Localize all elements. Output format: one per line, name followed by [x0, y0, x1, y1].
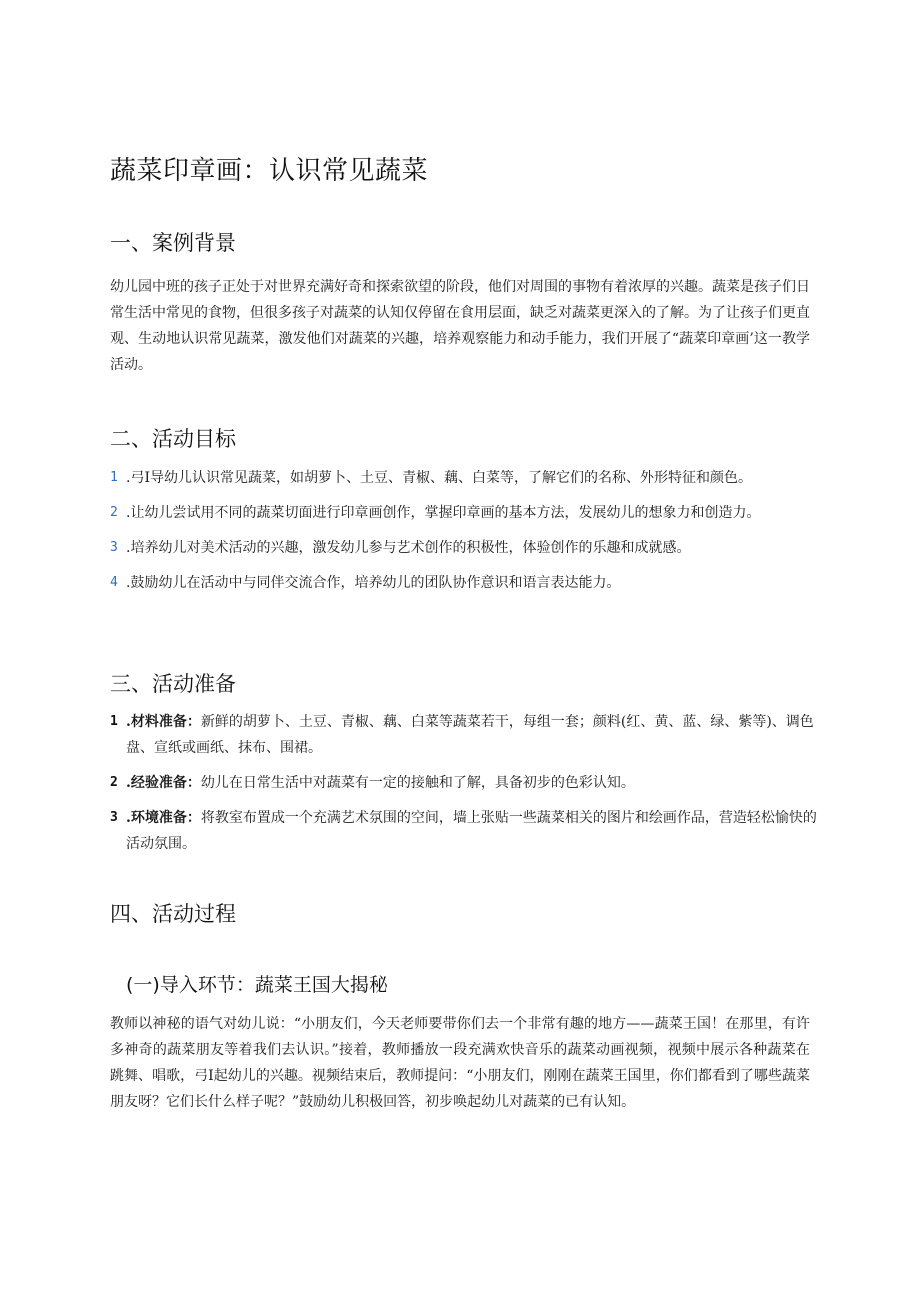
intro-paragraph: 教师以神秘的语气对幼儿说：“小朋友们，今天老师要带你们去一个非常有趣的地方——蔬菜王国！在那里，有许多神奇的蔬菜朋友等着我们去认识。”接着，教师播放一段充满欢快音乐的蔬菜动画视频，视频中展示各种蔬菜在跳舞、唱歌，弓I起幼儿的兴趣。视频结束后，教师提问：“小朋友们，刚刚在蔬菜王国里，你们都看到了哪些蔬菜朋友呀？它们长什么样子呢？”鼓励幼儿积极回答，初步唤起幼儿对蔬菜的已有认知。	[110, 1016, 810, 1110]
list-text: .鼓励幼儿在活动中与同伴交流合作，培养幼儿的团队协作意识和语言表达能力。	[126, 575, 621, 591]
list-text: .让幼儿尝试用不同的蔬菜切面进行印章画创作，掌握印章画的基本方法，发展幼儿的想象力和创造力。	[126, 505, 761, 521]
section-heading-background: 一、案例背景	[110, 231, 236, 255]
goals-list	[110, 465, 822, 605]
section-heading-preparation: 三、活动准备	[110, 672, 236, 696]
list-item	[110, 709, 822, 761]
list-text: 幼儿在日常生活中对蔬菜有一定的接触和了解，具备初步的色彩认知。	[200, 775, 635, 791]
list-text: .弓I导幼儿认识常见蔬菜，如胡萝卜、土豆、青椒、藕、白菜等，了解它们的名称、外形特征和颜色。	[126, 470, 752, 486]
list-label: .环境准备：	[126, 810, 201, 826]
subsection-heading-intro: (一)导入环节：蔬菜王国大揭秘	[126, 974, 388, 996]
list-number: 1	[110, 470, 118, 485]
list-number: 2	[110, 505, 118, 520]
background-paragraph: 幼儿园中班的孩子正处于对世界充满好奇和探索欲望的阶段，他们对周围的事物有着浓厚的兴趣。蔬菜是孩子们日常生活中常见的食物，但很多孩子对蔬菜的认知仅停留在食用层面，缺乏对蔬菜更深入的了解。为了让孩子们更直观、生动地认识常见蔬菜，激发他们对蔬菜的兴趣，培养观察能力和动手能力，我们开展了“蔬菜印章画’这一教学活动。	[110, 279, 810, 373]
list-number: 2	[110, 775, 118, 790]
list-item	[110, 805, 822, 857]
list-item	[110, 465, 822, 491]
list-item	[110, 500, 822, 526]
list-label: .经验准备：	[126, 775, 201, 791]
list-number: 3	[110, 540, 118, 555]
list-text: .培养幼儿对美术活动的兴趣，激发幼儿参与艺术创作的积极性，体验创作的乐趣和成就感。	[126, 540, 691, 556]
list-item	[110, 770, 822, 796]
document-title: 蔬菜印章画：认识常见蔬菜	[110, 156, 429, 186]
list-label: .材料准备：	[126, 714, 201, 730]
list-number: 3	[110, 810, 118, 825]
list-item	[110, 570, 822, 596]
section-heading-process: 四、活动过程	[110, 902, 236, 926]
list-item	[110, 535, 822, 561]
preparation-list	[110, 709, 822, 866]
list-number: 1	[110, 714, 118, 729]
list-text: 新鲜的胡萝卜、土豆、青椒、藕、白菜等蔬菜若干，每组一套；颜料(红、黄、蓝、绿、紫等)、调色盘、宣纸或画纸、抹布、围裙。	[126, 714, 814, 756]
list-text: 将教室布置成一个充满艺术氛围的空间，墙上张贴一些蔬菜相关的图片和绘画作品，营造轻松愉快的活动氛围。	[126, 810, 817, 852]
list-number: 4	[110, 575, 118, 590]
section-heading-goals: 二、活动目标	[110, 427, 236, 451]
